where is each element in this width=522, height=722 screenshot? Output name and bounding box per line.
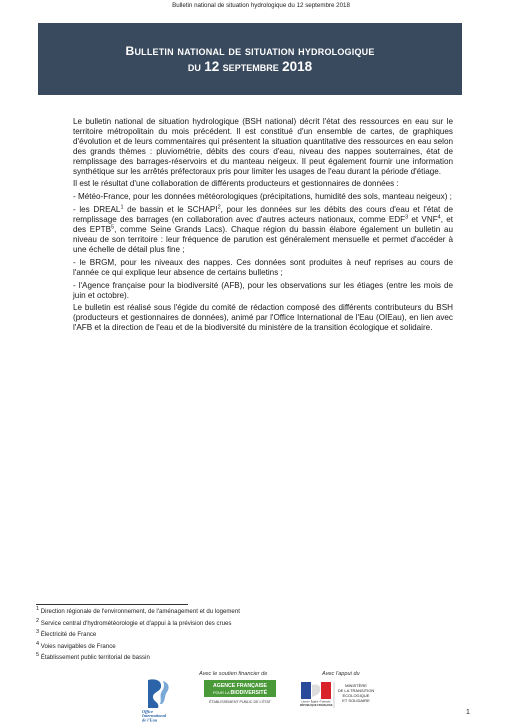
oieau-logo — [140, 678, 180, 722]
svg-text:ÉCOLOGIQUE: ÉCOLOGIQUE — [342, 693, 370, 698]
page-number: 1 — [466, 709, 470, 716]
title-year: 2018 — [282, 59, 313, 74]
svg-text:DE LA TRANSITION: DE LA TRANSITION — [337, 688, 375, 693]
financial-support-label: Avec le soutien financier de — [199, 671, 268, 677]
footnote-separator — [36, 604, 188, 605]
oieau-logo-shape — [148, 679, 161, 708]
footnotes — [36, 605, 336, 666]
title-day: 12 — [204, 59, 220, 74]
svg-text:ET SOLIDAIRE: ET SOLIDAIRE — [342, 698, 370, 703]
svg-text:ÉTABLISSEMENT PUBLIC DE L'ÉTAT: ÉTABLISSEMENT PUBLIC DE L'ÉTAT — [209, 700, 271, 704]
svg-text:MINISTÈRE: MINISTÈRE — [345, 683, 367, 688]
brgm-item: - le BRGM, pour les niveaux des nappes. Ces données sont produites à neuf reprises au cours de l'année ce qui explique leur absence de certains bulletins ; — [73, 257, 453, 277]
svg-text:AGENCE FRANÇAISE: AGENCE FRANÇAISE — [213, 683, 267, 689]
svg-text:RÉPUBLIQUE FRANÇAISE: RÉPUBLIQUE FRANÇAISE — [300, 704, 333, 707]
svg-text:International: International — [142, 713, 167, 719]
oieau-logo-wave — [160, 681, 169, 704]
svg-text:de l'Eau: de l'Eau — [142, 717, 158, 722]
footnote-ref-2[interactable]: 2 — [217, 204, 221, 211]
footnote-5: $^5$ Établissement public territorial de bassin — [36, 652, 150, 662]
footnote-ref-1[interactable]: 1 — [120, 204, 124, 211]
collaboration-paragraph: Il est le résultat d'une collaboration de différents producteurs et gestionnaires de données : — [73, 179, 399, 189]
afb-item: - l'Agence française pour la biodiversité (AFB), pour les observations sur les étiages (entre les mois de juin et octobre). — [73, 280, 453, 300]
title-banner — [38, 23, 462, 95]
footnote-4: $^4$ Voies navigables de France — [36, 640, 116, 650]
footnote-3: $^3$ Électricité de France — [36, 629, 97, 639]
footnote-2: $^2$ Service central d'hydrométéorologie et d'appui à la prévision des crues — [36, 617, 232, 627]
svg-text:POUR LA BIODIVERSITÉ: POUR LA BIODIVERSITÉ — [212, 690, 268, 696]
meteo-france-item: - Météo-France, pour les données météorologiques (précipitations, humidité des sols, manteau neigeux) ; — [73, 192, 452, 202]
intro-paragraph: Le bulletin national de situation hydrologique (BSH national) décrit l'état des ressources en eau sur le territoire métropolitain du mois précédent. Il est constitué d'un ensemble de cartes, de graphiques d'évolution et de leurs commentaires qui présentent la situation quantitative des ressources en eau selon des grands thèmes : pluviométrie, débits des cours d'eau, niveau des nappes souterraines, état de remplissage des barrages-réservoirs et du manteau neigeux. Il peut également fournir une information synthétique sur les arrêtés préfectoraux pris pour limiter les usages de l'eau durant la période d'étiage. — [73, 117, 453, 176]
support-label: Avec l'appui du — [322, 671, 360, 677]
svg-text:Liberté • Égalité • Fraternité: Liberté • Égalité • Fraternité — [301, 700, 331, 704]
title-line-2: du 12 septembre 2018 — [187, 59, 313, 74]
title-line-1: Bulletin national de situation hydrologique — [125, 44, 375, 58]
footnote-ref-4[interactable]: 4 — [437, 214, 441, 221]
republique-francaise-logo — [300, 680, 378, 710]
editorial-paragraph: Le bulletin est réalisé sous l'égide du comité de rédaction composé des différents contributeurs du BSH (producteurs et gestionnaires de données), animé par l'Office International de l'Eau (OIEau), en lien avec l'AFB et la direction de l'eau et de la biodiversité du ministère de la transition écologique et solidaire. — [73, 303, 453, 333]
footnote-1: $^1$ Direction régionale de l'environnement, de l'aménagement et du logement — [36, 605, 240, 615]
afb-logo — [192, 679, 288, 706]
footnote-ref-3[interactable]: 3 — [405, 214, 409, 221]
body-text — [73, 117, 453, 336]
footnote-ref-5[interactable]: 5 — [111, 224, 115, 231]
running-header: Bulletin national de situation hydrologique du 12 septembre 2018 — [172, 2, 350, 9]
dreal-item: - les DREAL$^1$ de bassin et le SCHAPI$^2$, pour les données sur les débits des cours d'eau et l'état de remplissage des barrages (en collaboration avec d'autres acteurs nationaux, comme EDF$^3$ et VNF$^4$, et des EPTB$^5$, comme Seine Grands Lacs). Chaque région du bassin élabore également un bulletin au niveau de son territoire : leur fréquence de parution est généralement mensuelle et permet d'accéder à une échelle de détail plus fine ; — [73, 204, 453, 254]
svg-text:Office: Office — [142, 709, 154, 714]
